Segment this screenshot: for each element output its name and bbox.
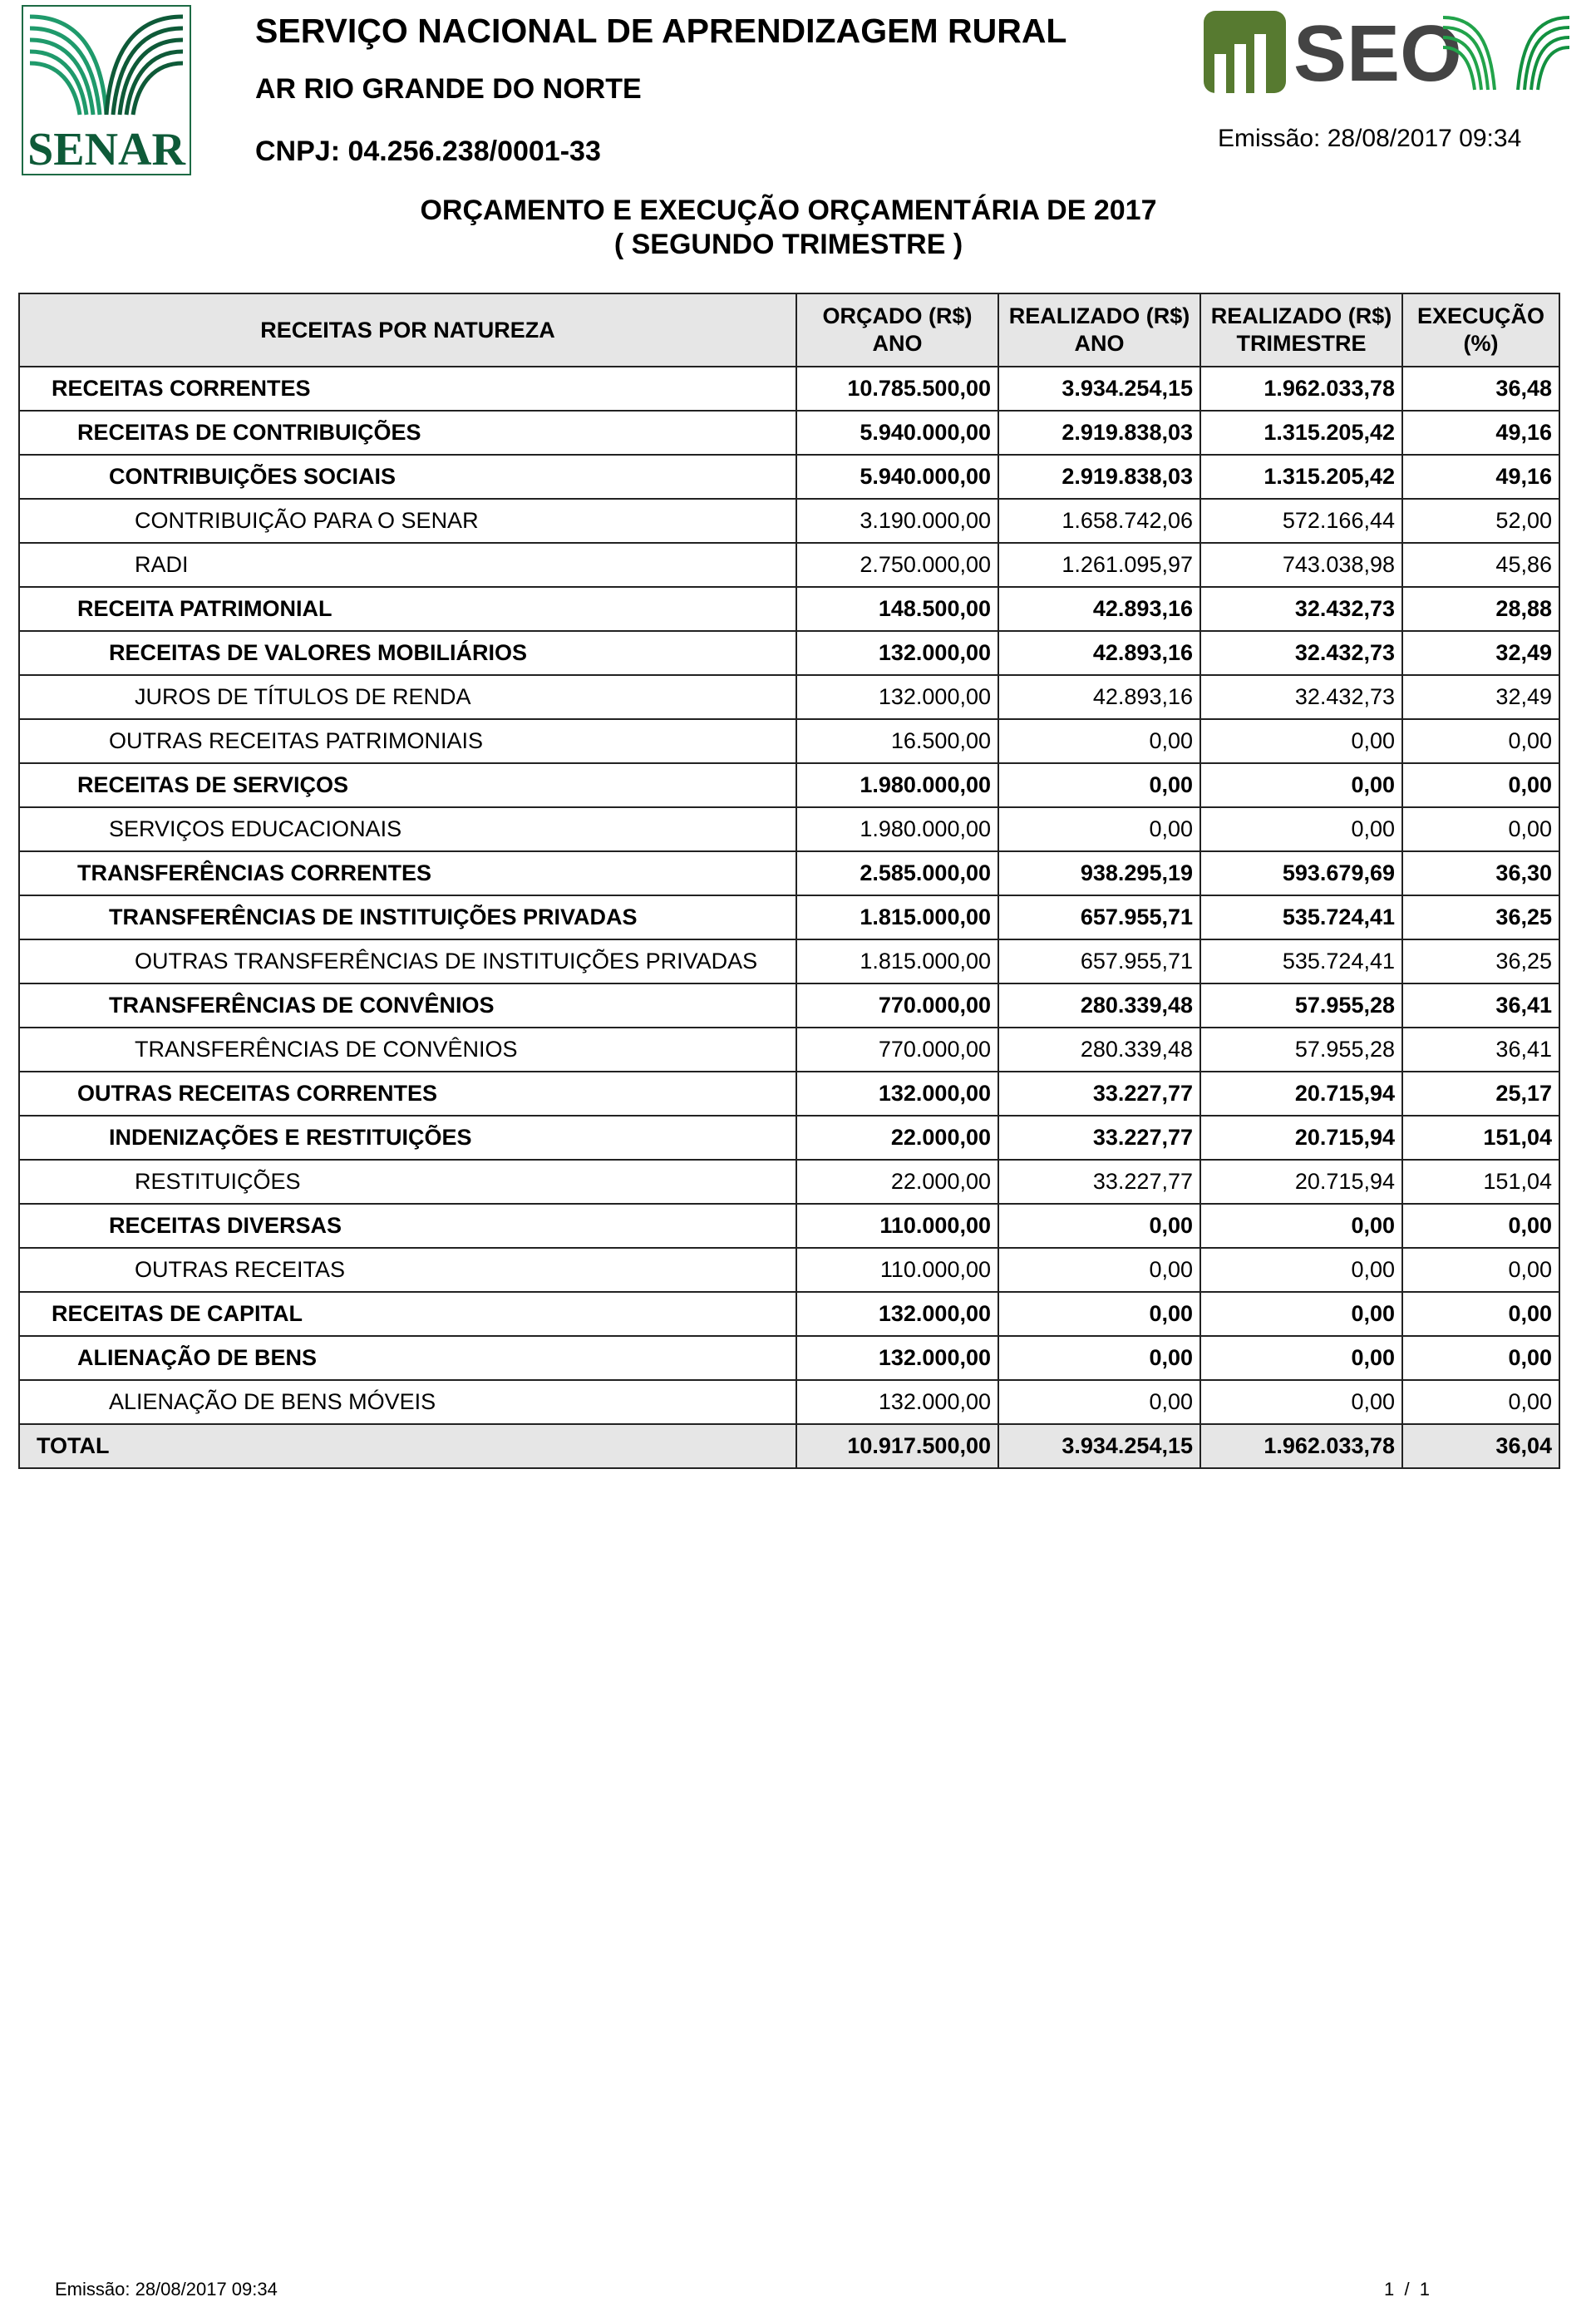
cell-execucao: 36,41 — [1402, 1028, 1559, 1072]
cell-realizado-trimestre: 535.724,41 — [1200, 895, 1402, 939]
column-header-realizado-trimestre — [1200, 293, 1402, 367]
cell-execucao: 0,00 — [1402, 763, 1559, 807]
cell-realizado-ano: 0,00 — [998, 1204, 1200, 1248]
column-header-sublabel: (%) — [1463, 331, 1499, 356]
cell-realizado-trimestre: 743.038,98 — [1200, 543, 1402, 587]
cell-realizado-trimestre: 0,00 — [1200, 1248, 1402, 1292]
seo-logo-text: SEO — [1293, 11, 1462, 94]
row-label: RECEITAS CORRENTES — [19, 367, 796, 411]
senar-logo — [22, 5, 191, 175]
cell-orcado: 132.000,00 — [796, 1380, 998, 1424]
organization-name: SERVIÇO NACIONAL DE APRENDIZAGEM RURAL — [255, 12, 1067, 50]
seo-logo — [1204, 11, 1578, 94]
row-label: RECEITAS DE CONTRIBUIÇÕES — [19, 411, 796, 455]
cell-realizado-ano: 33.227,77 — [998, 1116, 1200, 1160]
row-label: JUROS DE TÍTULOS DE RENDA — [19, 675, 796, 719]
cell-realizado-trimestre: 0,00 — [1200, 719, 1402, 763]
cell-orcado: 770.000,00 — [796, 1028, 998, 1072]
cell-execucao: 45,86 — [1402, 543, 1559, 587]
cell-realizado-ano: 1.261.095,97 — [998, 543, 1200, 587]
table-row — [19, 1028, 1559, 1072]
cell-orcado: 132.000,00 — [796, 1336, 998, 1380]
cell-execucao: 36,25 — [1402, 939, 1559, 983]
cell-realizado-trimestre: 32.432,73 — [1200, 631, 1402, 675]
cell-execucao: 151,04 — [1402, 1160, 1559, 1204]
cell-orcado: 16.500,00 — [796, 719, 998, 763]
row-label: SERVIÇOS EDUCACIONAIS — [19, 807, 796, 851]
row-label: ALIENAÇÃO DE BENS — [19, 1336, 796, 1380]
cell-realizado-trimestre: 0,00 — [1200, 1380, 1402, 1424]
cell-execucao: 36,48 — [1402, 367, 1559, 411]
table-row — [19, 1380, 1559, 1424]
table-row — [19, 411, 1559, 455]
table-row — [19, 1116, 1559, 1160]
cell-realizado-ano: 33.227,77 — [998, 1160, 1200, 1204]
row-label: ALIENAÇÃO DE BENS MÓVEIS — [19, 1380, 796, 1424]
total-label: TOTAL — [19, 1424, 796, 1468]
cell-realizado-trimestre: 20.715,94 — [1200, 1116, 1402, 1160]
cell-realizado-ano: 0,00 — [998, 1292, 1200, 1336]
unit-name: AR RIO GRANDE DO NORTE — [255, 73, 642, 105]
column-header-sublabel: ANO — [872, 331, 923, 356]
cell-realizado-trimestre: 20.715,94 — [1200, 1072, 1402, 1116]
cell-realizado-ano: 280.339,48 — [998, 983, 1200, 1028]
cell-orcado: 1.980.000,00 — [796, 763, 998, 807]
table-row — [19, 367, 1559, 411]
cell-realizado-trimestre: 1.315.205,42 — [1200, 411, 1402, 455]
column-header-realizado-ano — [998, 293, 1200, 367]
cell-execucao: 0,00 — [1402, 1336, 1559, 1380]
row-label: RECEITAS DIVERSAS — [19, 1204, 796, 1248]
cell-realizado-trimestre: 1.315.205,42 — [1200, 455, 1402, 499]
table-body — [19, 367, 1559, 1468]
cell-execucao: 28,88 — [1402, 587, 1559, 631]
cell-execucao: 32,49 — [1402, 675, 1559, 719]
page-number: 1 / 1 — [1384, 2279, 1431, 2300]
row-label: RESTITUIÇÕES — [19, 1160, 796, 1204]
emission-date: Emissão: 28/08/2017 09:34 — [1218, 125, 1522, 152]
cell-execucao: 25,17 — [1402, 1072, 1559, 1116]
row-label: RECEITAS DE VALORES MOBILIÁRIOS — [19, 631, 796, 675]
cell-execucao: 49,16 — [1402, 455, 1559, 499]
row-label: OUTRAS TRANSFERÊNCIAS DE INSTITUIÇÕES PRIVADAS — [19, 939, 796, 983]
column-header-sublabel: ANO — [1074, 331, 1125, 356]
table-row — [19, 1072, 1559, 1116]
row-label: OUTRAS RECEITAS CORRENTES — [19, 1072, 796, 1116]
footer-emission: Emissão: 28/08/2017 09:34 — [55, 2279, 278, 2300]
cell-execucao: 36,30 — [1402, 851, 1559, 895]
row-label: RECEITAS DE CAPITAL — [19, 1292, 796, 1336]
cell-orcado: 132.000,00 — [796, 675, 998, 719]
cell-realizado-ano: 0,00 — [998, 1336, 1200, 1380]
row-label: OUTRAS RECEITAS — [19, 1248, 796, 1292]
table-row — [19, 1160, 1559, 1204]
table-row — [19, 1248, 1559, 1292]
table-row — [19, 763, 1559, 807]
table-row — [19, 455, 1559, 499]
cell-execucao: 0,00 — [1402, 719, 1559, 763]
cell-orcado: 22.000,00 — [796, 1160, 998, 1204]
cell-orcado: 1.980.000,00 — [796, 807, 998, 851]
cell-execucao: 49,16 — [1402, 411, 1559, 455]
report-title — [18, 194, 1559, 262]
cell-realizado-ano: 42.893,16 — [998, 631, 1200, 675]
total-orcado: 10.917.500,00 — [796, 1424, 998, 1468]
table-row — [19, 719, 1559, 763]
table-row — [19, 587, 1559, 631]
row-label: RECEITA PATRIMONIAL — [19, 587, 796, 631]
cell-orcado: 3.190.000,00 — [796, 499, 998, 543]
cell-realizado-ano: 2.919.838,03 — [998, 455, 1200, 499]
cell-execucao: 0,00 — [1402, 1204, 1559, 1248]
table-row — [19, 939, 1559, 983]
table-row — [19, 499, 1559, 543]
cell-execucao: 36,41 — [1402, 983, 1559, 1028]
cell-realizado-trimestre: 57.955,28 — [1200, 983, 1402, 1028]
cell-realizado-ano: 938.295,19 — [998, 851, 1200, 895]
senar-wheat-icon — [23, 7, 190, 174]
cnpj: CNPJ: 04.256.238/0001-33 — [255, 136, 601, 167]
column-header-label: REALIZADO (R$) — [1210, 303, 1392, 328]
row-label: OUTRAS RECEITAS PATRIMONIAIS — [19, 719, 796, 763]
cell-realizado-ano: 0,00 — [998, 1380, 1200, 1424]
table-row — [19, 851, 1559, 895]
cell-orcado: 132.000,00 — [796, 631, 998, 675]
column-header-label: RECEITAS POR NATUREZA — [260, 317, 555, 343]
cell-realizado-trimestre: 0,00 — [1200, 1336, 1402, 1380]
cell-orcado: 2.585.000,00 — [796, 851, 998, 895]
total-execucao: 36,04 — [1402, 1424, 1559, 1468]
cell-realizado-trimestre: 0,00 — [1200, 1204, 1402, 1248]
cell-realizado-trimestre: 535.724,41 — [1200, 939, 1402, 983]
row-label: RECEITAS DE SERVIÇOS — [19, 763, 796, 807]
cell-orcado: 1.815.000,00 — [796, 895, 998, 939]
cell-orcado: 2.750.000,00 — [796, 543, 998, 587]
column-header-execucao — [1402, 293, 1559, 367]
row-label: RADI — [19, 543, 796, 587]
cell-orcado: 132.000,00 — [796, 1072, 998, 1116]
table-row — [19, 543, 1559, 587]
cell-orcado: 132.000,00 — [796, 1292, 998, 1336]
cell-orcado: 5.940.000,00 — [796, 411, 998, 455]
cell-execucao: 0,00 — [1402, 1380, 1559, 1424]
row-label: CONTRIBUIÇÕES SOCIAIS — [19, 455, 796, 499]
cell-orcado: 770.000,00 — [796, 983, 998, 1028]
budget-table — [18, 293, 1560, 1469]
row-label: TRANSFERÊNCIAS CORRENTES — [19, 851, 796, 895]
cell-execucao: 36,25 — [1402, 895, 1559, 939]
column-header-label: REALIZADO (R$) — [1008, 303, 1190, 328]
senar-logo-text: SENAR — [27, 124, 185, 174]
total-realizado-ano: 3.934.254,15 — [998, 1424, 1200, 1468]
table-row — [19, 807, 1559, 851]
cell-execucao: 52,00 — [1402, 499, 1559, 543]
cell-realizado-ano: 42.893,16 — [998, 675, 1200, 719]
cell-realizado-trimestre: 0,00 — [1200, 807, 1402, 851]
cell-orcado: 10.785.500,00 — [796, 367, 998, 411]
cell-realizado-ano: 0,00 — [998, 1248, 1200, 1292]
table-row — [19, 1336, 1559, 1380]
cell-realizado-trimestre: 57.955,28 — [1200, 1028, 1402, 1072]
cell-execucao: 0,00 — [1402, 1292, 1559, 1336]
cell-realizado-ano: 0,00 — [998, 807, 1200, 851]
column-header-sublabel: TRIMESTRE — [1236, 331, 1367, 356]
cell-realizado-trimestre: 0,00 — [1200, 763, 1402, 807]
cell-realizado-ano: 657.955,71 — [998, 895, 1200, 939]
cell-realizado-trimestre: 32.432,73 — [1200, 675, 1402, 719]
table-row — [19, 983, 1559, 1028]
cell-realizado-ano: 3.934.254,15 — [998, 367, 1200, 411]
table-row — [19, 631, 1559, 675]
cell-orcado: 1.815.000,00 — [796, 939, 998, 983]
cell-realizado-trimestre: 0,00 — [1200, 1292, 1402, 1336]
cell-realizado-trimestre: 20.715,94 — [1200, 1160, 1402, 1204]
table-row — [19, 675, 1559, 719]
cell-orcado: 5.940.000,00 — [796, 455, 998, 499]
cell-realizado-trimestre: 1.962.033,78 — [1200, 367, 1402, 411]
table-row — [19, 1292, 1559, 1336]
total-realizado-trimestre: 1.962.033,78 — [1200, 1424, 1402, 1468]
row-label: TRANSFERÊNCIAS DE CONVÊNIOS — [19, 1028, 796, 1072]
row-label: INDENIZAÇÕES E RESTITUIÇÕES — [19, 1116, 796, 1160]
cell-realizado-ano: 280.339,48 — [998, 1028, 1200, 1072]
senar-wheat-small-icon — [1443, 17, 1569, 90]
cell-orcado: 22.000,00 — [796, 1116, 998, 1160]
column-header-orcado — [796, 293, 998, 367]
report-title-line: ORÇAMENTO E EXECUÇÃO ORÇAMENTÁRIA DE 2017 — [420, 195, 1157, 226]
report-subtitle: ( SEGUNDO TRIMESTRE ) — [613, 229, 963, 260]
cell-realizado-ano: 42.893,16 — [998, 587, 1200, 631]
cell-execucao: 32,49 — [1402, 631, 1559, 675]
column-header-label: EXECUÇÃO — [1416, 303, 1545, 328]
cell-realizado-ano: 2.919.838,03 — [998, 411, 1200, 455]
row-label: TRANSFERÊNCIAS DE INSTITUIÇÕES PRIVADAS — [19, 895, 796, 939]
column-header-label: ORÇADO (R$) — [822, 303, 973, 328]
cell-realizado-trimestre: 32.432,73 — [1200, 587, 1402, 631]
seo-bars-icon — [1204, 11, 1286, 93]
cell-realizado-trimestre: 572.166,44 — [1200, 499, 1402, 543]
cell-execucao: 0,00 — [1402, 807, 1559, 851]
cell-realizado-trimestre: 593.679,69 — [1200, 851, 1402, 895]
cell-realizado-ano: 0,00 — [998, 763, 1200, 807]
row-label: CONTRIBUIÇÃO PARA O SENAR — [19, 499, 796, 543]
cell-execucao: 151,04 — [1402, 1116, 1559, 1160]
cell-orcado: 110.000,00 — [796, 1204, 998, 1248]
cell-realizado-ano: 0,00 — [998, 719, 1200, 763]
cell-orcado: 148.500,00 — [796, 587, 998, 631]
row-label: TRANSFERÊNCIAS DE CONVÊNIOS — [19, 983, 796, 1028]
cell-realizado-ano: 1.658.742,06 — [998, 499, 1200, 543]
table-header-row — [19, 293, 1559, 367]
cell-realizado-ano: 657.955,71 — [998, 939, 1200, 983]
cell-orcado: 110.000,00 — [796, 1248, 998, 1292]
table-row — [19, 1204, 1559, 1248]
cell-execucao: 0,00 — [1402, 1248, 1559, 1292]
table-row — [19, 895, 1559, 939]
total-row — [19, 1424, 1559, 1468]
column-header-nature — [19, 293, 796, 367]
cell-realizado-ano: 33.227,77 — [998, 1072, 1200, 1116]
